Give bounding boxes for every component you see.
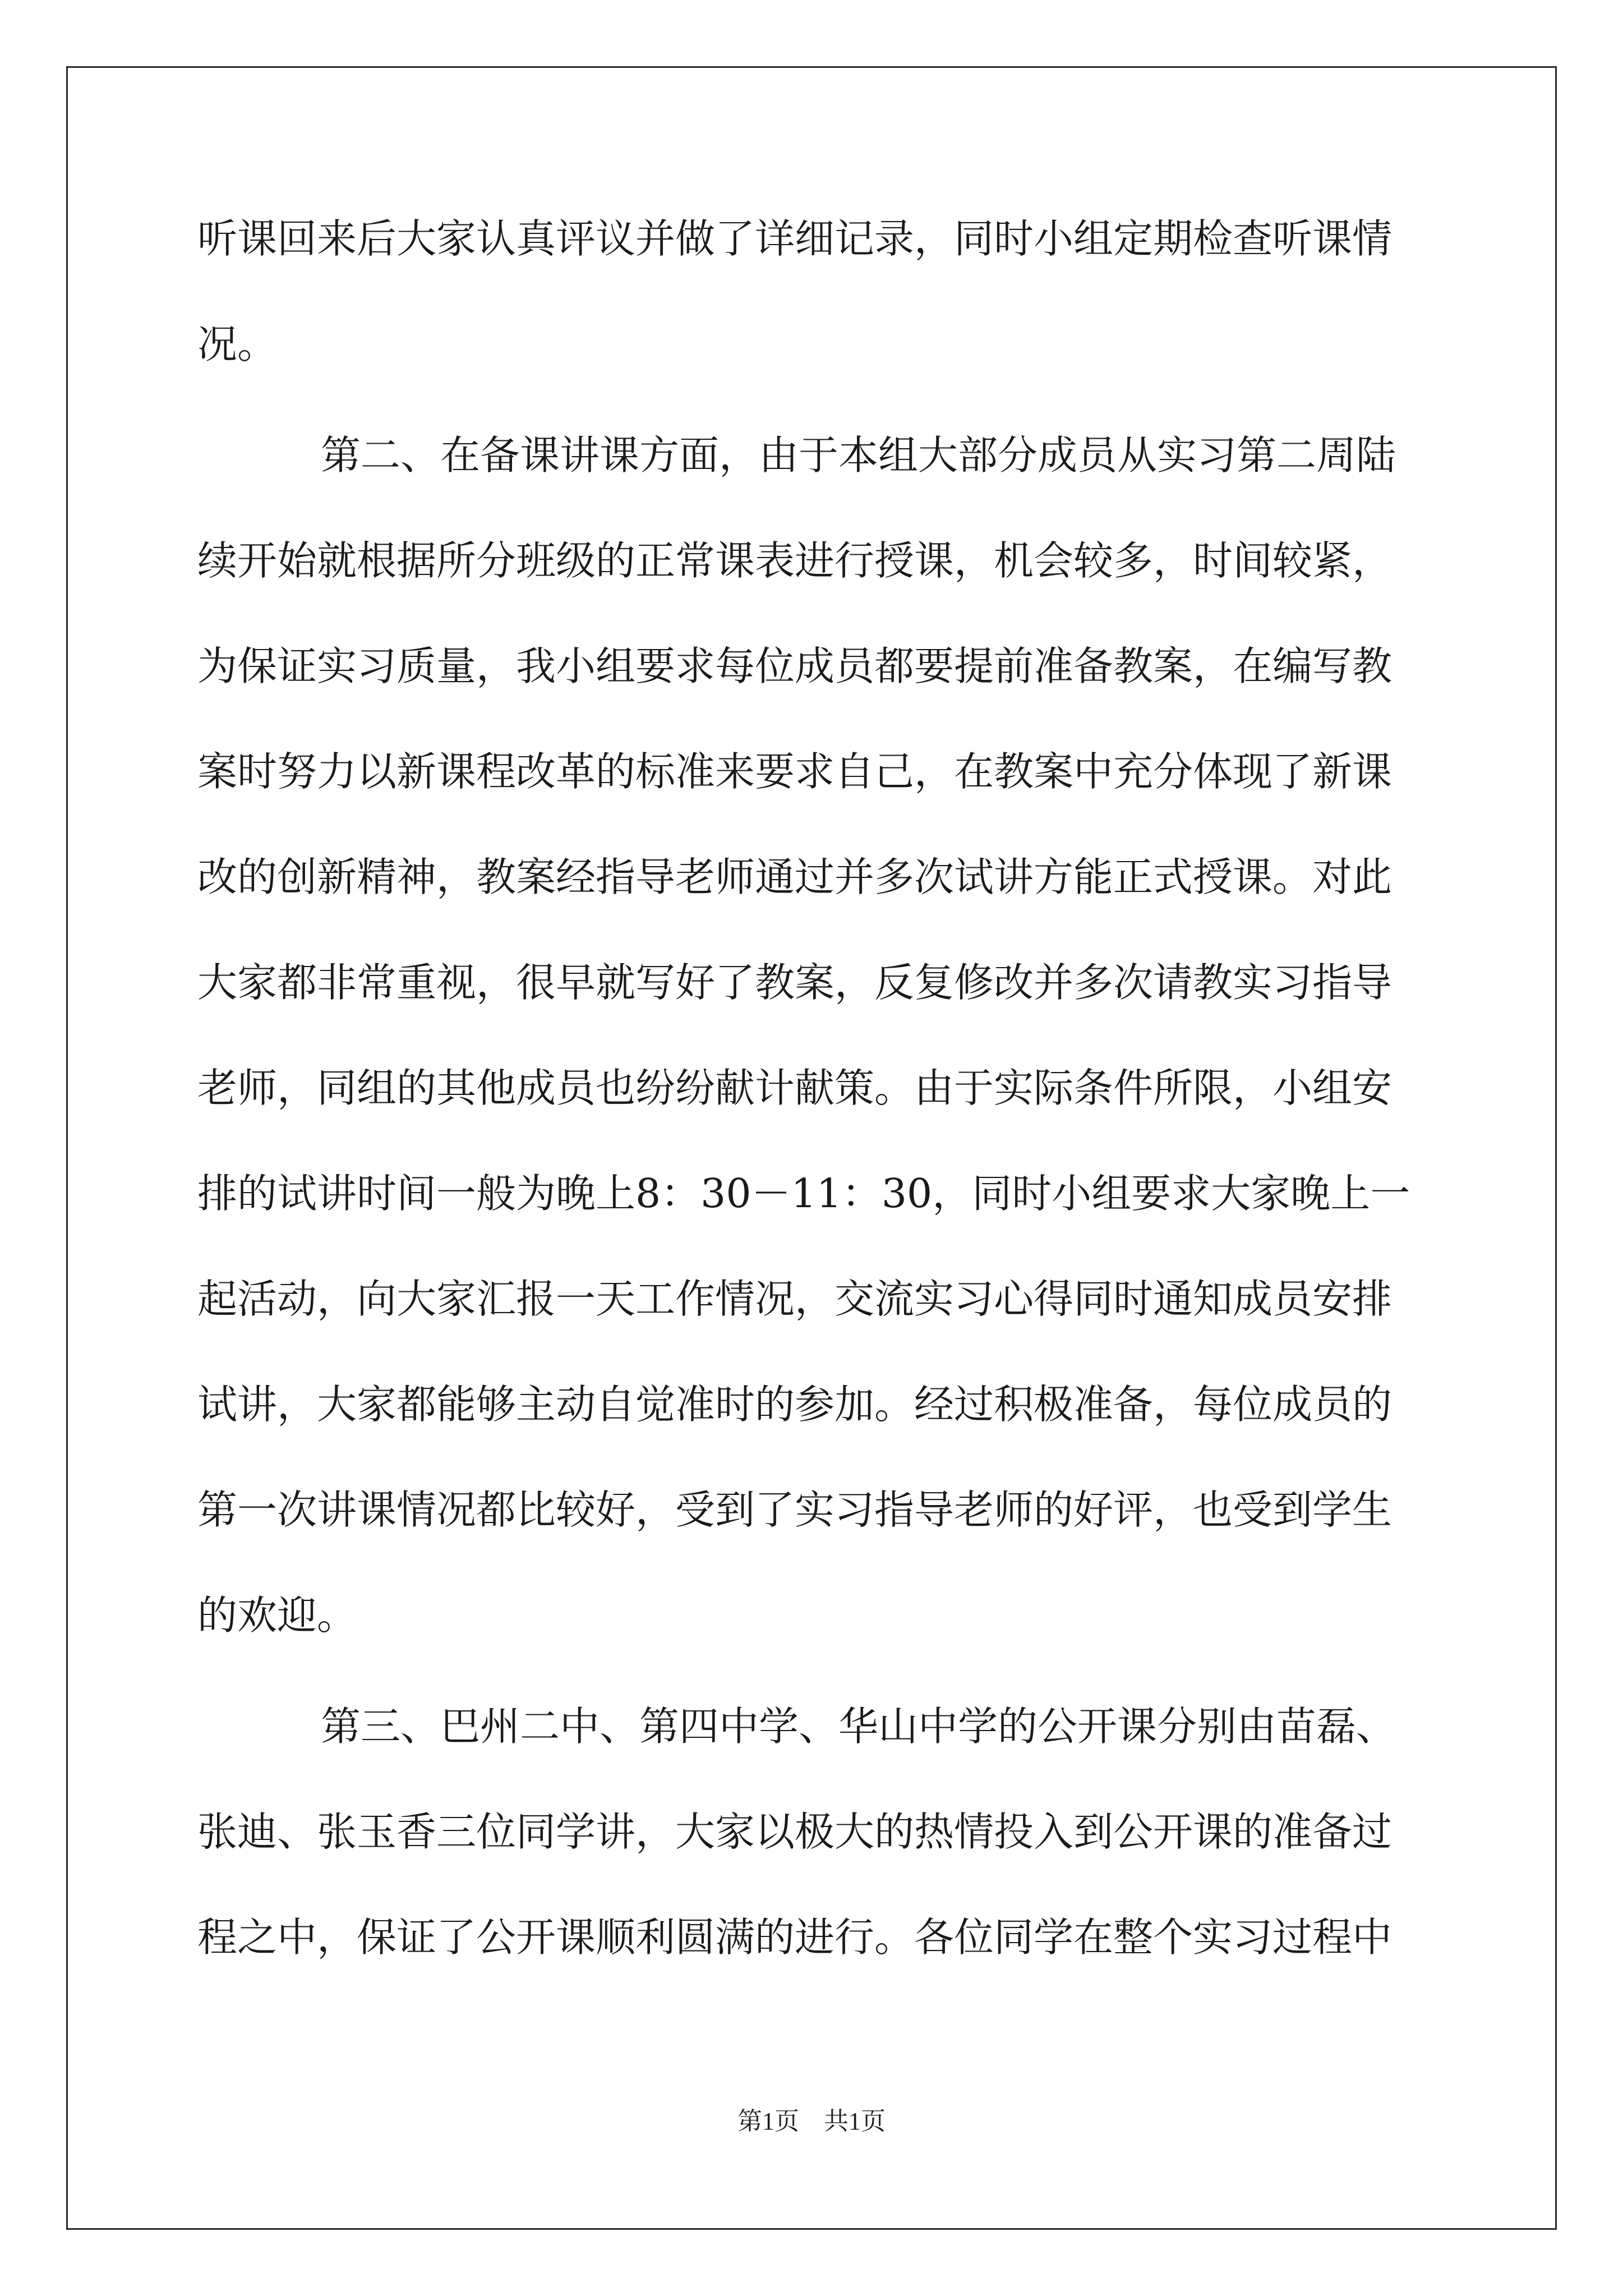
paragraph-line: 案时努力以新课程改革的标准来要求自己，在教案中充分体现了新课	[197, 748, 1393, 795]
paragraph-line: 况。	[197, 321, 278, 367]
page-number-current: 第1页	[737, 2108, 799, 2135]
paragraph-line: 老师，同组的其他成员也纷纷献计献策。由于实际条件所限，小组安	[197, 1065, 1393, 1111]
paragraph-line: 程之中，保证了公开课顺利圆满的进行。各位同学在整个实习过程中	[197, 1914, 1393, 1961]
paragraph-line: 大家都非常重视，很早就写好了教案，反复修改并多次请教实习指导	[197, 959, 1393, 1006]
paragraph-line: 起活动，向大家汇报一天工作情况，交流实习心得同时通知成员安排	[197, 1276, 1393, 1322]
paragraph-line: 改的创新精神，教案经指导老师通过并多次试讲方能正式授课。对此	[197, 854, 1393, 900]
paragraph-line: 的欢迎。	[197, 1592, 357, 1639]
paragraph-line: 试讲，大家都能够主动自觉准时的参加。经过积极准备，每位成员的	[197, 1381, 1393, 1428]
paragraph-line: 第三、巴州二中、第四中学、华山中学的公开课分别由苗磊、	[321, 1703, 1396, 1750]
page-number-total: 共1页	[824, 2108, 886, 2135]
paragraph-line: 张迪、张玉香三位同学讲，大家以极大的热情投入到公开课的准备过	[197, 1809, 1393, 1855]
paragraph-line: 第一次讲课情况都比较好，受到了实习指导老师的好评，也受到学生	[197, 1487, 1393, 1533]
paragraph-line: 为保证实习质量，我小组要求每位成员都要提前准备教案，在编写教	[197, 643, 1393, 689]
page-footer	[0, 2105, 1623, 2138]
paragraph-line: 第二、在备课讲课方面，由于本组大部分成员从实习第二周陆	[321, 432, 1396, 478]
paragraph-line: 排的试讲时间一般为晚上8：30－11：30，同时小组要求大家晚上一	[197, 1170, 1410, 1217]
paragraph-line: 续开始就根据所分班级的正常课表进行授课，机会较多，时间较紧，	[197, 537, 1393, 584]
paragraph-line: 听课回来后大家认真评议并做了详细记录，同时小组定期检查听课情	[197, 215, 1393, 262]
